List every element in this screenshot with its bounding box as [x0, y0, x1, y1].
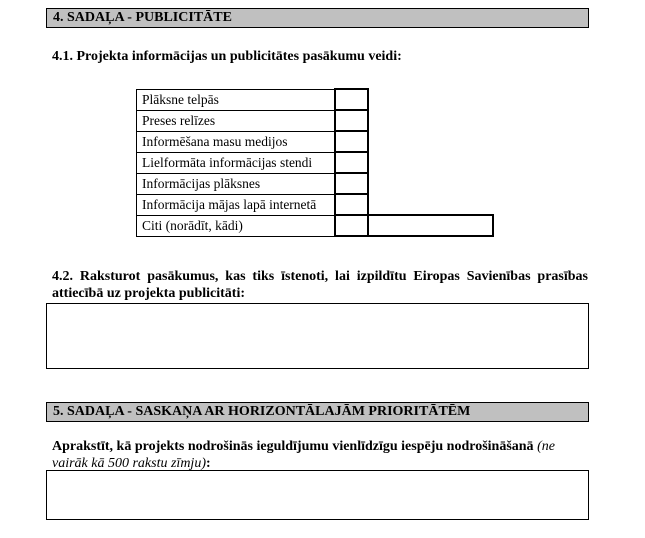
- table-row: [137, 173, 493, 194]
- section-5-title: 5. SADAĻA - SASKAŅA AR HORIZONTĀLAJĀM PRIORITĀTĒM: [53, 404, 471, 419]
- table-row: [137, 110, 493, 131]
- section-5-header: [46, 402, 589, 422]
- question-4-2: 4.2. Raksturot pasākumus, kas tiks īstenoti, lai izpildītu Eiropas Savienības prasības attiecībā uz projekta publicitāti:: [52, 269, 588, 301]
- answer-4-2-box[interactable]: [46, 303, 589, 369]
- item-label: Informācijas plāksnes: [137, 173, 335, 194]
- section-4-header: [46, 8, 589, 28]
- table-row: [137, 89, 493, 110]
- other-specify-field[interactable]: [368, 215, 493, 236]
- publicity-types-table: [136, 88, 494, 237]
- table-row: [137, 152, 493, 173]
- item-label: Lielformāta informācijas stendi: [137, 152, 335, 173]
- question-5-text: Aprakstīt, kā projekts nodrošinās ieguldījumu vienlīdzīgu iespēju nodrošināšanā: [52, 439, 534, 454]
- table-row: [137, 215, 493, 236]
- table-row: [137, 131, 493, 152]
- question-5-colon: :: [205, 456, 211, 471]
- checkbox-cell[interactable]: [335, 173, 368, 194]
- checkbox-cell[interactable]: [335, 215, 368, 236]
- checkbox-cell[interactable]: [335, 194, 368, 215]
- question-5: [52, 438, 588, 472]
- section-4-title: 4. SADAĻA - PUBLICITĀTE: [53, 10, 232, 25]
- answer-5-box[interactable]: [46, 470, 589, 520]
- checkbox-cell[interactable]: [335, 89, 368, 110]
- table-row: [137, 194, 493, 215]
- item-label: Informācija mājas lapā internetā: [137, 194, 335, 215]
- item-label: Plāksne telpās: [137, 89, 335, 110]
- item-label: Preses relīzes: [137, 110, 335, 131]
- item-label: Citi (norādīt, kādi): [137, 215, 335, 236]
- question-5-note: (ne vairāk kā 500 rakstu zīmju): [52, 439, 555, 471]
- checkbox-cell[interactable]: [335, 152, 368, 173]
- question-4-1: 4.1. Projekta informācijas un publicitātes pasākumu veidi:: [52, 49, 402, 64]
- checkbox-cell[interactable]: [335, 131, 368, 152]
- checkbox-cell[interactable]: [335, 110, 368, 131]
- item-label: Informēšana masu medijos: [137, 131, 335, 152]
